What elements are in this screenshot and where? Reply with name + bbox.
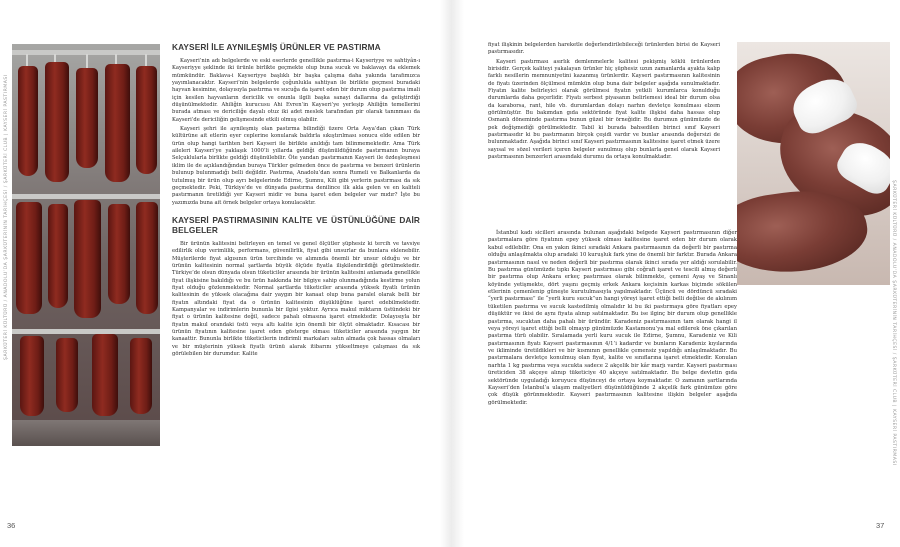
paragraph: Kayseri şehri ile aynileşmiş olan pastırma bilindiği üzere Orta Asya’dan çıkan Türk kültürüne ait etlerin eyer ceplerine konularak baldırla sıkıştırılması sonucu elde edilen bir ürün olup hangi tarihten beri Kayseri ile birlikte anıldığı tam bilinmemektedir. Ama Türk aileleri Kayseri’ye yaklaşık 1000’li yıllarda geldiği düşünüldüğünde pastırmanın buraya Selçuklularla birlikte geldiği düşünülebilir. Öte yandan pastırmanın Kayseri ile özdeşleşmesi iklim ile de açıklandığından buraya Türkler gelmeden önce de pastırma ve benzeri ürünlerin bulunup bulunmadığı belli değildir. Pastırma, Anadolu’dan sonra Rumeli ve Balkanlarda da tutulmuş bir ürün olup ayrı belgelerinde Edirne, Şumnu, Kili gibi yerlerin pastırması da sık geçmektedir. Peki, Türkiye’de ve dünyada pastırma denilince ilk akla gelen ve en kaliteli pastırmanın üretildiği yer Kayseri midir ve buna işaret eden belgeler var mıdır? İşte bu yazımızda buna ait örnek belgeler ortaya konulacaktır. xyxy=(172,126,420,206)
section-heading: KAYSERİ İLE AYNILEŞMİŞ ÜRÜNLER VE PASTIRMA xyxy=(172,42,381,52)
paragraph: Bir ürünün kalitesini belirleyen en temel ve genel ölçütler şüphesiz ki tercih ve tavsiye edilirlik olup verimlilik, performans, güvenilirlik, fiyat gibi unsurlar da bunlara eklenebilir. Müşterilerde fiyat algısının ürün tercihinde ve alımında önemli bir unsur olduğu ve bir ürünün kalitesinin normal şartlarda büyük ölçüde fiyatla ilişkilendirildiği görülmektedir. Türkiye’de olsun dünyada olsun tüketiciler arasında bir ürünün kalitesini anlamada genellikle fiyat ilişkisine bakıldığı ve bu ürün hakkında bir bilgiye sahip olunmadığında kestirme yolun fiyat olduğu gözlenmektedir. Normal şartlarda tüketiciler arasında yüksek fiyatlı ürünün kalitesinin de yüksek olacağına dair yaygın bir kanaat olup buna paralel olarak belli bir fiyatın altındaki fiyat da o ürünün kalitesinin düşüklüğüne işaret edebilmektedir. Kampanyalar ve indirimlerin bununla bir ilgisi yoktur. Ayrıca makul miktarın üstündeki bir fiyat o ürünün kalitesine değil, sadece pahalı olmasına işaret etmektedir. Dolayısıyla bir fiyatın makul orandaki üstü veya altı kalite için önemli bir ölçüt olmaktadır. Kısacası bir ürünün fiyatının kalitesine işaret eden gösterge olması tüketiciler arasında yaygın bir kanaattir. Bununla birlikte tüketicilerin indirimli markaları satın almada çok hassas olmaları ve bir müşterinin yüksek fiyatlı ürünü alarak itibarını yükseltmeye çalışması da sık görülebilen bir durumdur. Kalite xyxy=(172,240,420,358)
page-number-left: 36 xyxy=(7,521,16,530)
running-head-left: ŞARKÜTERİ KÜLTÜRÜ / ANADOLU’DA ŞARKÜTERİNİN TARİHÇESİ / ŞARKÜTERİ CLUB | KAYSERİ PASTIRMASI xyxy=(4,74,9,360)
paragraph: fiyat ilişkinin belgelerden hareketle değerlendirilebileceği ürünlerden birisi de Kayseri pastırmasıdır. xyxy=(488,42,720,56)
section-heading: KAYSERİ PASTIRMASININ KALİTE VE ÜSTÜNLÜĞÜNE DAİR BELGELER xyxy=(172,214,420,235)
page-gutter xyxy=(440,0,464,547)
paragraph: Kayseri pastırması asırlık demlenmelerle kalitesi pekişmiş köklü ürünlerden birisidir. Gerçek kaliteyi yakalayan ürünler hiç şüphesiz uzun zamanlarda ayakta kalıp farklı nesillerin memnuniyetini kazanmış ürünlerdir. Kayseri pastırmasının kalitesinin de fiyatı üzerinden ölçülmesi mümkün olup buna dair belgeler aşağıda sunulmaktadır. Fiyatın kalite belirleyici olarak görülmesi fiyatın yetkili kurumlarca konulduğu durumlarda daha geçerlidir. Fiyatı serbest piyasanın belirlemesi ideal bir durum olsa da karaborsa, rant, hile vb. durumlardan dolayı narhın devletçe konulması elzem görülmüştür. Bu bakımdan gıda sektöründe fiyat kalite ilişkisi daha hassas olup Osmanlı döneminde pastırma bunun güzel bir örneğidir. Bu durumun günümüzde de pek değişmediği görülmektedir. Tabil ki burada bahsedilen birinci sınıf Kayseri pastırmasıdır ki bu pastırmanın birçok çeşidi vardır ve bunlar arasında değersizi de bulunmaktadır. Aşağıda birinci sınıf Kayseri pastırmasının kalitesine işaret etmek üzere sayısal ve sözel verileri içeren belgeler sunulmuş olup bunlarla genel olarak Kayseri pastırmasının benzerleri arasındaki durumu da ortaya konulmaktadır. xyxy=(488,58,720,161)
left-text-column xyxy=(172,42,420,358)
pastirma-preparation-photo xyxy=(737,42,890,285)
right-text-bottom xyxy=(488,230,737,409)
right-text-top xyxy=(488,42,720,164)
paragraph: Kayseri’nin adı belgelerde ve eski eserlerde genellikle pastırma-i Kayseriyye ve sahtiyân-ı Kayseriyye şeklinde iki ürünle birlikte geçmekte olup buna sucuk ve baklavayı da eklemek mümkündür. Baklava-i Kayseriyye başlıklı bir başka çalışma daha yakında tarafımızca yayımlanacaktır. Kayseri’nin belgelerde çoğunlukla sahtiyan ile birlikte geçmesi buradaki hayvan kesimine, dolayısıyla pastırma ve sucuğa da işaret eden bir durum olup pastırma imali için kesilen hayvanların dericilik ve onunla ilgili başka sanayi dallarına da geliştirdiği düşünülmektedir. Ahiliğin kurucusu Ahi Evren’in Kayseri’ye yerleşip Ahiliğin temellerini burada atması ve dericiliğe dayalı otuz iki adet meslek tarafından pir olarak tanınması da Kayseri’de dericiliğin gelişmesinde etkili olmuş olabilir. xyxy=(172,58,420,123)
page-number-right: 37 xyxy=(876,521,885,530)
paragraph: İstanbul kadı sicilleri arasında bulunan aşağıdaki belgede Kayseri pastırmasının diğer pastırmalara göre fiyatının epey yüksek olması kalitesine işaret eden bir durum olarak kabul edilebilir. Ona en yakın ikinci sıradaki Ankara pastırmasının da değerli bir pastırma olduğu anlaşılmakta olup aradaki 10 kuruşluk fark yine de önemli bir farktır. Burada Ankara pastırmasının nasıl ve neden değerli bir pastırma olarak ikinci sırada yer aldığı sorulabilir. Bu pastırma günümüzde tıpkı Kayseri pastırması gibi coğrafi işaret ve tescili almış değerli bir pastırma olup Ankara erkeç pastırması olarak bilinmekte, çemeni Ayaş ve Sinanlı köyünde yetişmekte, dört yaşını geçmiş erkek Ankara keçisinin karkas biçimde sökülen etlerinin çemenlenip güneşte kurutulmasıyla yapılmaktadır. Üçüncü ve dördüncü sıradaki “yerli pastırması” ile “yerli kuru sucuk”un hangi yöreyi işaret ettiği belli değilse de akılınım tüketilen pastırma ve sucuk kastedilmiş olmalıdır ki bu iki pastırmaya göre fiyatları epey düşüktür ve ikisi de aynı fiyata alınıp satılmaktadır. Bu ise ilginç bir durum olup genellikle pastırma, sucuktan daha pahalı bir üründür. Karadeniz pastırmasının tam olarak hangi il veya yöreyi işaret ettiği belli olmayıp günümüzde Kastamonu’ya mal edilerek öne çıkarılan pastırma türü olabilir. Sıralamada yerli kuru sucuk ile Edirne, Şumnu, Karadeniz ve Kili pastırmasının fiyatı Kayseri pastırmasının 4/1’i kadardır ve bunların Karadeniz kıyılarında ve ikliminde üretildikleri ve bir kısmının genellikle çemensiz yapıldığı anlaşılmaktadır. Bu pastırmalara devletçe konulmuş olan fiyat, kalite ve sınıflarına işaret etmektedir. Konulan narhta 1 kg pastırma veya sucukta sadece 2 akçelik bir kâr marjı vardır. Kayseri pastırması üreticiden 38 akçeye alınıp tüketiciye 40 akçeye satılmaktadır. Bu belge devletin gıda sektöründe uyguladığı koruyucu düşünceyi de ortaya koymaktadır. O zamanın şartlarında Kayseri’den İstanbul’a ulaşım maliyetleri düşünüldüğünde 2 akçelik fark günümüze göre çok düşük görünmektedir. Kayseri pastırmasının kalitesine ilişkin belgeler aşağıda görülmektedir. xyxy=(488,230,737,406)
hanging-pastirma-photo xyxy=(12,44,160,446)
running-head-right: ŞARKÜTERİ KÜLTÜRÜ / ANADOLU’DA ŞARKÜTERİNİN TARİHÇESİ / ŞARKÜTERİ CLUB | KAYSERİ PASTIRMASI xyxy=(891,180,896,466)
